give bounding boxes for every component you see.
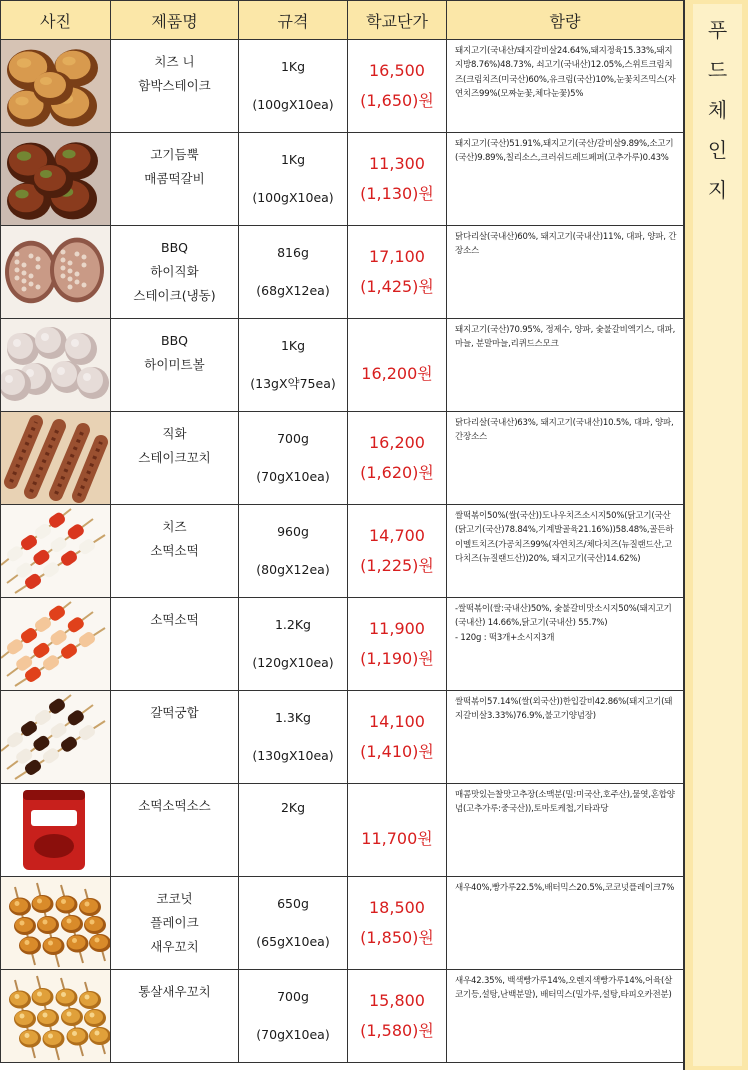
spec-weight: 700g [277,989,309,1005]
product-photo [1,691,111,784]
header-spec: 규격 [239,1,348,40]
product-name [111,784,239,877]
product-price [348,784,447,877]
product-name-line: 직화 [162,426,187,441]
product-price [348,598,447,691]
product-price [348,40,447,133]
product-photo [1,226,111,319]
product-spec [239,784,348,877]
spec-weight: 650g [277,896,309,912]
product-name-line: 소떡소떡 [150,542,199,558]
product-photo-image [1,877,110,969]
product-ingredients: 돼지고기(국산)70.95%, 정제수, 양파, 숯불갈비엑기스, 대파, 마늘, 분말마늘,리퀴드스모크 [447,319,684,412]
unit-price: 11,700원 [361,828,433,848]
product-name-line: 스테이크꼬치 [138,449,211,465]
price-value: 11,300 [369,153,425,173]
product-name-line: 고기듬뿍 [150,147,199,162]
product-photo-image [1,412,110,504]
product-name-line: 하이미트볼 [144,356,205,372]
unit-price: (1,425)원 [360,277,434,296]
unit-price: (1,130)원 [360,184,434,203]
price-value: 16,200 [369,432,425,452]
unit-price: (1,225)원 [360,556,434,575]
product-name [111,691,239,784]
product-name [111,877,239,970]
header-row [1,1,684,40]
unit-price: (1,580)원 [360,1021,434,1040]
product-name [111,970,239,1063]
product-rows [1,40,684,1063]
product-spec [239,133,348,226]
header-price: 학교단가 [348,1,447,40]
unit-price: (1,850)원 [360,928,434,947]
side-banner [683,0,748,1070]
product-spec [239,970,348,1063]
product-name-line: 매콤떡갈비 [144,170,205,186]
unit-price: (1,650)원 [360,91,434,110]
spec-pack: (70gX10ea) [256,469,330,484]
table-row [1,319,684,412]
spec-weight: 1.3Kg [274,710,311,726]
product-ingredients: 닭다리살(국내산)63%, 돼지고기(국내산)10.5%, 대파, 양파, 간장소스 [447,412,684,505]
table-row [1,133,684,226]
spec-weight: 2Kg [280,800,306,815]
product-photo-image [1,319,110,411]
product-spec [239,505,348,598]
product-photo-image [1,505,110,597]
header-name: 제품명 [111,1,239,40]
table-row [1,226,684,319]
spec-pack: (65gX10ea) [256,934,330,949]
product-name-line: 치즈 니 [154,54,195,69]
product-photo-image [1,970,110,1062]
header-photo: 사진 [1,1,111,40]
product-price [348,319,447,412]
product-name [111,319,239,412]
product-name-line: 코코넛 [156,891,193,906]
product-spec [239,598,348,691]
product-photo [1,877,111,970]
product-name-line: 소떡소떡 [150,612,199,627]
product-ingredients: 쌀떡볶이50%(쌀(국산))도나우치즈소시지50%(닭고기(국산(닭고기(국산)78.84%,기계발골육21.16%))58.48%,골든하이멜트치즈(가공치즈99%(자연치즈/체다치즈(뉴질랜드산,고다치즈(뉴질랜드산))20%, 돼지고기(국산)14.62%) [447,505,684,598]
unit-price: 16,200원 [361,363,433,383]
product-name-line: 갈떡궁합 [150,705,199,720]
product-ingredients: 닭다리살(국내산)60%, 돼지고기(국내산)11%, 대파, 양파, 간장소스 [447,226,684,319]
product-photo-image [1,40,110,132]
price-value: 16,500 [369,60,425,80]
spec-pack: (130gX10ea) [252,748,334,763]
product-photo [1,319,111,412]
product-photo-image [1,784,110,876]
price-value: 11,900 [369,618,425,638]
product-price [348,505,447,598]
price-value: 15,800 [369,990,425,1010]
product-name [111,226,239,319]
price-value: 14,700 [369,525,425,545]
spec-weight: 1Kg [280,338,306,354]
product-photo-image [1,226,110,318]
product-name-line: 스테이크(냉동) [133,287,216,303]
product-spec [239,691,348,784]
table-row [1,412,684,505]
table-row [1,598,684,691]
spec-weight: 816g [277,245,309,261]
product-ingredients: 돼지고기(국산)51.91%,돼지고기(국산/갈비살9.89%,소고기(국산)9.89%,칠리소스,크러쉬드레드페퍼(고추가루)0.43% [447,133,684,226]
product-name [111,40,239,133]
product-photo [1,598,111,691]
unit-price: (1,190)원 [360,649,434,668]
product-price [348,226,447,319]
product-photo [1,784,111,877]
price-value: 14,100 [369,711,425,731]
table-row [1,691,684,784]
product-price [348,691,447,784]
product-name [111,133,239,226]
spec-weight: 1Kg [280,59,306,75]
product-name-line: BBQ [161,240,188,255]
product-name-line: BBQ [161,333,188,348]
product-ingredients: -쌀떡볶이(쌀:국내산)50%, 숯불갈비맛소시지50%(돼지고기(국내산) 14.66%,닭고기(국내산) 55.7%) - 120g : 떡3개+소시지3개 [447,598,684,691]
product-name-line: 치즈 [162,519,187,534]
product-price [348,970,447,1063]
spec-pack: (100gX10ea) [252,97,334,112]
table-row [1,40,684,133]
spec-pack: (68gX12ea) [256,283,330,298]
product-name-line: 함박스테이크 [138,77,211,93]
product-ingredients: 매콤맛있는찰맛고추장(소맥분(밀:미국산,호주산),물엿,혼합양념(고추가루:중국산)),토마토케첩,기타과당 [447,784,684,877]
table-row [1,970,684,1063]
product-name [111,412,239,505]
side-title-char: 푸 [707,18,728,42]
product-ingredients: 새우42.35%, 백색빵가루14%,오렌지색빵가루14%,어육(살코기등,설탕,난백분말), 배터믹스(밀가루,설탕,타피오카전분) [447,970,684,1063]
product-ingredients: 쌀떡볶이57.14%(쌀(외국산))한입갈비42.86%(돼지고기(돼지갈비살3.33%)76.9%,불고기양념장) [447,691,684,784]
spec-weight: 1Kg [280,152,306,168]
price-value: 18,500 [369,897,425,917]
side-title-char: 지 [707,178,728,202]
product-photo [1,412,111,505]
table-row [1,505,684,598]
product-name-line: 소떡소떡소스 [138,798,211,813]
product-price [348,412,447,505]
product-price [348,133,447,226]
product-ingredients: 새우40%,빵가루22.5%,배터믹스20.5%,코코넛플레이크7% [447,877,684,970]
product-name-line: 플레이크 [150,914,199,930]
side-title-char: 드 [707,58,728,82]
price-value: 17,100 [369,246,425,266]
side-title-char: 인 [707,138,728,162]
product-name-line: 통살새우꼬치 [138,984,211,999]
table-row [1,784,684,877]
spec-pack: (100gX10ea) [252,190,334,205]
product-name-line: 하이직화 [150,263,199,279]
product-spec [239,319,348,412]
product-photo [1,133,111,226]
header-ingredients: 함량 [447,1,684,40]
product-name [111,505,239,598]
product-name [111,598,239,691]
spec-weight: 960g [277,524,309,540]
side-banner-panel [693,4,742,1066]
product-spec [239,40,348,133]
table-row [1,877,684,970]
side-title-char: 체 [707,98,728,122]
unit-price: (1,410)원 [360,742,434,761]
product-spec [239,226,348,319]
spec-pack: (70gX10ea) [256,1027,330,1042]
product-name-line: 새우꼬치 [150,938,199,954]
product-photo-image [1,691,110,783]
unit-price: (1,620)원 [360,463,434,482]
product-ingredients: 돼지고기(국내산/돼지갈비살24.64%,돼지정육15.33%,돼지지방8.76%)48.73%, 쇠고기(국내산)12.05%,스위트크림치즈(크림치즈(미국산)60%,유크림(국산)10%,눈꽃치즈믹스(자연치즈99%(모짜눈꽃,체다눈꽃)5% [447,40,684,133]
side-title [693,4,742,210]
product-price [348,877,447,970]
product-photo [1,505,111,598]
product-photo [1,40,111,133]
spec-pack: (120gX10ea) [252,655,334,670]
product-spec [239,412,348,505]
product-photo [1,970,111,1063]
spec-pack: (80gX12ea) [256,562,330,577]
spec-weight: 700g [277,431,309,447]
spec-pack: (13gX약75ea) [250,376,336,391]
product-photo-image [1,598,110,690]
product-spec [239,877,348,970]
product-photo-image [1,133,110,225]
spec-weight: 1.2Kg [274,617,311,633]
